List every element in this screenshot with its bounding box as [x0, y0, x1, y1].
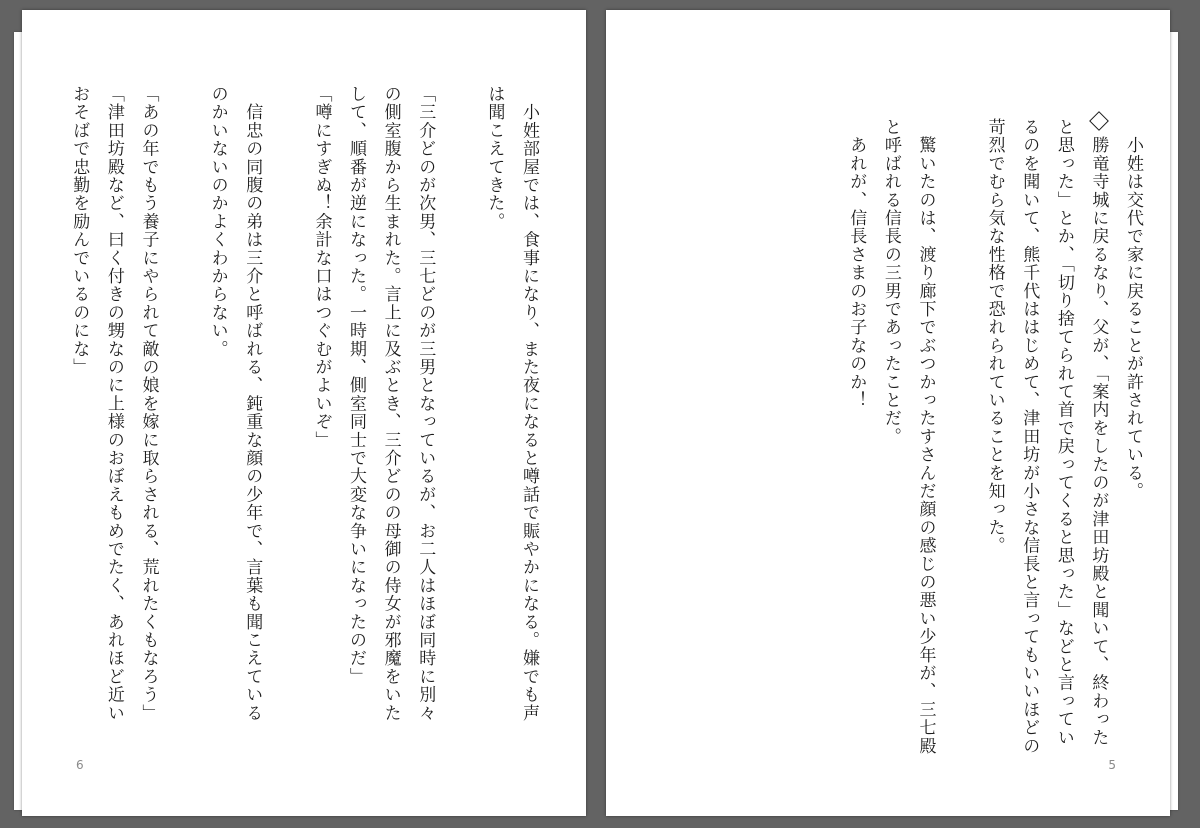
- text-line: 信忠の同腹の弟は三介と呼ばれる、鈍重な顔の少年で、言葉も聞こえている: [242, 85, 263, 722]
- blank-line: [165, 85, 200, 775]
- text-line: と呼ばれる信長の三男であったことだ。: [880, 118, 901, 446]
- text-line: 苛烈でむら気な性格で恐れられていることを知った。: [984, 118, 1005, 555]
- text-line: 驚いたのは、渡り廊下でぶつかったすさんだ顔の感じの悪い少年が、三七殿: [915, 118, 936, 755]
- blank-line: [442, 85, 477, 775]
- left-page-text: [62, 85, 546, 775]
- left-page: [22, 10, 586, 816]
- text-line: と思った」とか、「切り捨てられて首で戻ってくると思った」などと言ってい: [1053, 118, 1074, 747]
- text-line: 「噂にすぎぬ！余計な口はつぐむがよいぞ」: [311, 85, 332, 449]
- text-line: 「あの年でもう養子にやられて敵の娘を嫁に取らされる、荒れたくもなろう」: [138, 85, 159, 722]
- text-line: るのを聞いて、熊千代ははじめて、津田坊が小さな信長と言ってもいいほどの: [1019, 118, 1040, 755]
- text-line: あれが、信長さまのお子なのか！: [846, 118, 867, 410]
- page-number: 6: [76, 758, 84, 772]
- page-number: 5: [1108, 758, 1116, 772]
- text-line: は聞こえてきた。: [484, 85, 505, 231]
- text-line: して、順番が逆になった。一時期、側室同士で大変な争いになったのだ」: [346, 85, 367, 686]
- right-page-text: [839, 118, 1150, 808]
- text-line: 小姓は交代で家に戻ることが許されている。: [1123, 118, 1143, 501]
- text-line: のかいないのかよくわからない。: [207, 85, 228, 358]
- text-line: 「津田坊殿など、曰く付きの甥なのに上様のおぼえもめでたく、あれほど近い: [103, 85, 124, 722]
- text-line: 勝竜寺城に戻るなり、父が、「案内をしたのが津田坊殿と聞いて、終わった: [1088, 118, 1109, 747]
- right-page: [606, 10, 1170, 816]
- text-line: おそばで忠勤を励んでいるのにな」: [69, 85, 90, 377]
- text-line: 「三介どのが次男、三七どのが三男となっているが、お二人はほぼ同時に別々: [415, 85, 436, 722]
- text-line: の側室腹から生まれた。言上に及ぶとき、三介どのの母御の侍女が邪魔をいた: [380, 85, 401, 722]
- text-line: 小姓部屋では、食事になり、また夜になると噂話で賑やかになる。嫌でも声: [519, 85, 539, 722]
- blank-line: [269, 85, 304, 775]
- blank-line: [942, 118, 977, 808]
